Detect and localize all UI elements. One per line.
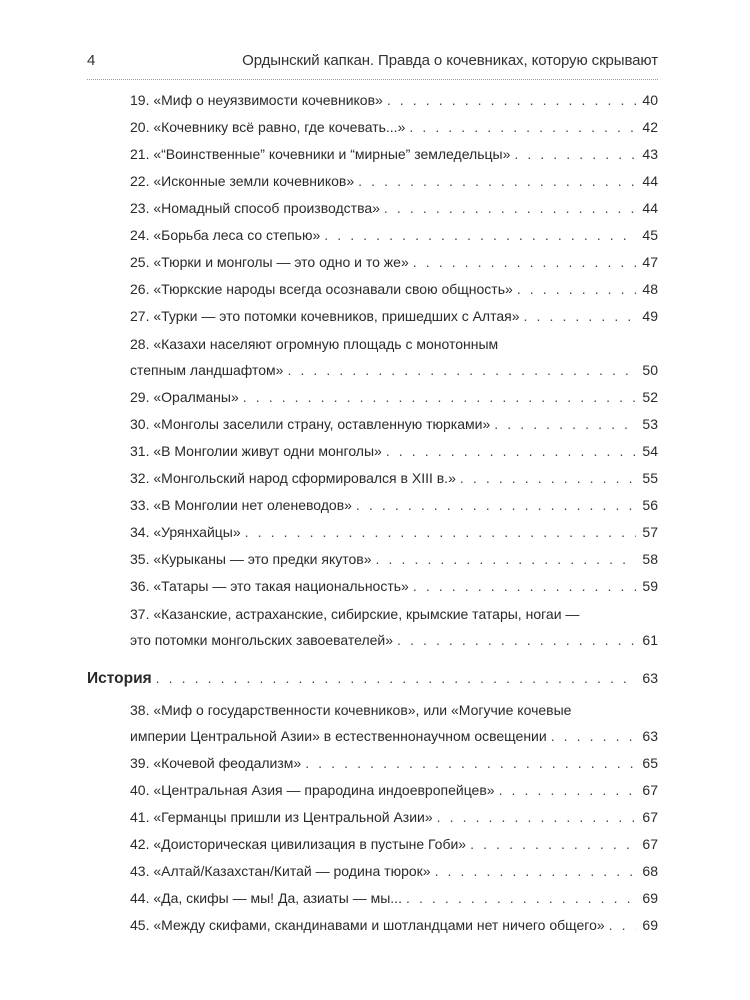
toc-page-number: 67: [642, 782, 658, 798]
dot-leader: [376, 546, 636, 573]
dot-leader: [499, 777, 636, 804]
toc-entry-title: 40. «Центральная Азия — прародина индоевропейцев»: [130, 782, 495, 798]
toc-entry-title: 22. «Исконные земли кочевников»: [130, 173, 355, 189]
toc-entry-row: [130, 492, 658, 519]
toc-page-number: 40: [642, 92, 658, 108]
toc-entry: [87, 573, 658, 600]
toc-entry: [87, 249, 658, 276]
toc-entry-row: [130, 168, 658, 195]
toc-page-number: 42: [642, 119, 658, 135]
page-number: 4: [87, 52, 96, 69]
toc-entry-title: 29. «Оралманы»: [130, 389, 239, 405]
dot-leader: [413, 249, 636, 276]
dot-leader: [358, 168, 636, 195]
toc-page-number: 59: [642, 578, 658, 594]
toc-entry-title: 25. «Тюрки и монголы — это одно и то же»: [130, 254, 409, 270]
dot-leader: [437, 804, 636, 831]
toc-entry-title: 27. «Турки — это потомки кочевников, пришедших с Алтая»: [130, 308, 520, 324]
toc-page-number: 69: [642, 917, 658, 933]
toc-entry: [87, 114, 658, 141]
toc-entry-title: 44. «Да, скифы — мы! Да, азиаты — мы...: [130, 890, 402, 906]
toc-entry-title: 20. «Кочевнику всё равно, где кочевать...»: [130, 119, 406, 135]
toc-entry-row: [130, 831, 658, 858]
toc-page-number: 63: [642, 728, 658, 744]
toc-entry-row: [130, 114, 658, 141]
dot-leader: [517, 276, 636, 303]
toc-page-number: 49: [642, 308, 658, 324]
toc-entry: [87, 885, 658, 912]
toc-entry: [87, 331, 658, 383]
toc-entry-row: [87, 665, 658, 692]
toc-page-number: 52: [642, 389, 658, 405]
toc-entry-title: это потомки монгольских завоевателей»: [130, 632, 393, 648]
toc-entry-row: [130, 627, 658, 653]
dot-leader: [245, 519, 636, 546]
toc-page-number: 67: [642, 809, 658, 825]
toc-entry-title-line: 38. «Миф о государственности кочевников», или «Могучие кочевые: [130, 702, 572, 718]
toc-entry: [87, 87, 658, 114]
dot-leader: [287, 357, 636, 383]
toc-page-number: 63: [642, 670, 658, 686]
dot-leader: [409, 114, 636, 141]
toc-entry-row: [130, 750, 658, 777]
toc-entry: [87, 222, 658, 249]
toc-entry: [87, 601, 658, 653]
toc-entry-title: 35. «Курыканы — это предки якутов»: [130, 551, 372, 567]
dot-leader: [305, 750, 636, 777]
toc-entry-title: 42. «Доисторическая цивилизация в пустыне Гоби»: [130, 836, 467, 852]
toc-entry: [87, 303, 658, 330]
toc-entry: [87, 438, 658, 465]
toc-entry-row: [130, 411, 658, 438]
toc-page-number: 58: [642, 551, 658, 567]
dot-leader: [387, 87, 636, 114]
dot-leader: [435, 858, 636, 885]
toc-entry-title-line: 28. «Казахи населяют огромную площадь с монотонным: [130, 336, 499, 352]
dot-leader: [406, 885, 636, 912]
toc-entry-title: 21. «“Воинственные” кочевники и “мирные” земледельцы»: [130, 146, 511, 162]
toc-entry-title-line: 37. «Казанские, астраханские, сибирские, крымские татары, ногаи —: [130, 606, 580, 622]
toc-entry: [87, 750, 658, 777]
toc-entry-title: 24. «Борьба леса со степью»: [130, 227, 321, 243]
toc-entry: [87, 195, 658, 222]
toc-entry-title: 36. «Татары — это такая национальность»: [130, 578, 409, 594]
toc-entry-row: [130, 723, 658, 749]
table-of-contents: [87, 87, 658, 939]
toc-entry-row: [130, 87, 658, 114]
toc-entry: [87, 384, 658, 411]
dot-leader: [551, 723, 636, 749]
dot-leader: [609, 912, 636, 939]
toc-entry-row: [130, 777, 658, 804]
toc-entry-title: империи Центральной Азии» в естественнонаучном освещении: [130, 728, 547, 744]
toc-entry-row: [130, 384, 658, 411]
toc-entry-row: [130, 912, 658, 939]
toc-entry: [87, 777, 658, 804]
toc-entry: [87, 519, 658, 546]
toc-page-number: 61: [642, 632, 658, 648]
toc-page-number: 57: [642, 524, 658, 540]
dot-leader: [386, 438, 636, 465]
toc-entry-row: [130, 276, 658, 303]
toc-entry-title: 33. «В Монголии нет оленеводов»: [130, 497, 352, 513]
toc-entry-title: 32. «Монгольский народ сформировался в XIII в.»: [130, 470, 456, 486]
toc-entry-title: 19. «Миф о неуязвимости кочевников»: [130, 92, 383, 108]
toc-entry-row: [130, 249, 658, 276]
toc-entry-row: [130, 546, 658, 573]
toc-entry-title: 31. «В Монголии живут одни монголы»: [130, 443, 382, 459]
toc-entry-title: степным ландшафтом»: [130, 362, 284, 378]
dot-leader: [324, 222, 636, 249]
toc-entry: [87, 831, 658, 858]
toc-entry-row: [130, 357, 658, 383]
dot-leader: [243, 384, 636, 411]
toc-entry: [87, 912, 658, 939]
toc-entry-row: [130, 438, 658, 465]
toc-page-number: 67: [642, 836, 658, 852]
dot-leader: [514, 141, 636, 168]
dot-leader: [156, 665, 636, 692]
toc-entry-row: [130, 519, 658, 546]
toc-entry-title: 23. «Номадный способ производства»: [130, 200, 380, 216]
toc-entry: [87, 141, 658, 168]
toc-entry-row: [130, 573, 658, 600]
toc-entry: [87, 411, 658, 438]
toc-entry-title: История: [87, 670, 152, 687]
toc-entry: [87, 858, 658, 885]
toc-section-heading: [87, 665, 658, 692]
toc-page-number: 43: [642, 146, 658, 162]
toc-entry-row: [130, 303, 658, 330]
running-head-title: Ордынский капкан. Правда о кочевниках, которую скрывают: [242, 52, 658, 69]
toc-page-number: 65: [642, 755, 658, 771]
toc-entry-title: 43. «Алтай/Казахстан/Китай — родина тюрок»: [130, 863, 431, 879]
toc-entry-row: [130, 858, 658, 885]
toc-entry: [87, 276, 658, 303]
toc-entry-row: [130, 465, 658, 492]
toc-entry-row: [130, 195, 658, 222]
dot-leader: [413, 573, 636, 600]
toc-entry: [87, 492, 658, 519]
toc-page-number: 50: [642, 362, 658, 378]
dot-leader: [384, 195, 636, 222]
toc-entry-title: 26. «Тюркские народы всегда осознавали свою общность»: [130, 281, 513, 297]
dot-leader: [356, 492, 636, 519]
dot-leader: [460, 465, 636, 492]
toc-entry: [87, 804, 658, 831]
toc-entry-row: [130, 222, 658, 249]
toc-entry-title: 39. «Кочевой феодализм»: [130, 755, 302, 771]
toc-page-number: 44: [642, 200, 658, 216]
dot-leader: [494, 411, 636, 438]
toc-page-number: 48: [642, 281, 658, 297]
header-divider: [87, 79, 658, 80]
toc-page-number: 45: [642, 227, 658, 243]
toc-entry: [87, 465, 658, 492]
toc-entry: [87, 697, 658, 749]
dot-leader: [470, 831, 636, 858]
toc-page-number: 47: [642, 254, 658, 270]
toc-page-number: 55: [642, 470, 658, 486]
toc-entry-row: [130, 804, 658, 831]
toc-entry-row: [130, 885, 658, 912]
toc-entry-title: 41. «Германцы пришли из Центральной Азии»: [130, 809, 433, 825]
dot-leader: [397, 627, 636, 653]
toc-page-number: 53: [642, 416, 658, 432]
toc-page-number: 54: [642, 443, 658, 459]
dot-leader: [524, 303, 636, 330]
toc-entry: [87, 168, 658, 195]
toc-entry: [87, 546, 658, 573]
toc-page-number: 68: [642, 863, 658, 879]
toc-entry-title: 30. «Монголы заселили страну, оставленную тюрками»: [130, 416, 491, 432]
toc-page-number: 69: [642, 890, 658, 906]
toc-page-number: 56: [642, 497, 658, 513]
toc-entry-title: 45. «Между скифами, скандинавами и шотландцами нет ничего общего»: [130, 917, 605, 933]
toc-entry-title: 34. «Урянхайцы»: [130, 524, 241, 540]
toc-page-number: 44: [642, 173, 658, 189]
toc-entry-row: [130, 141, 658, 168]
